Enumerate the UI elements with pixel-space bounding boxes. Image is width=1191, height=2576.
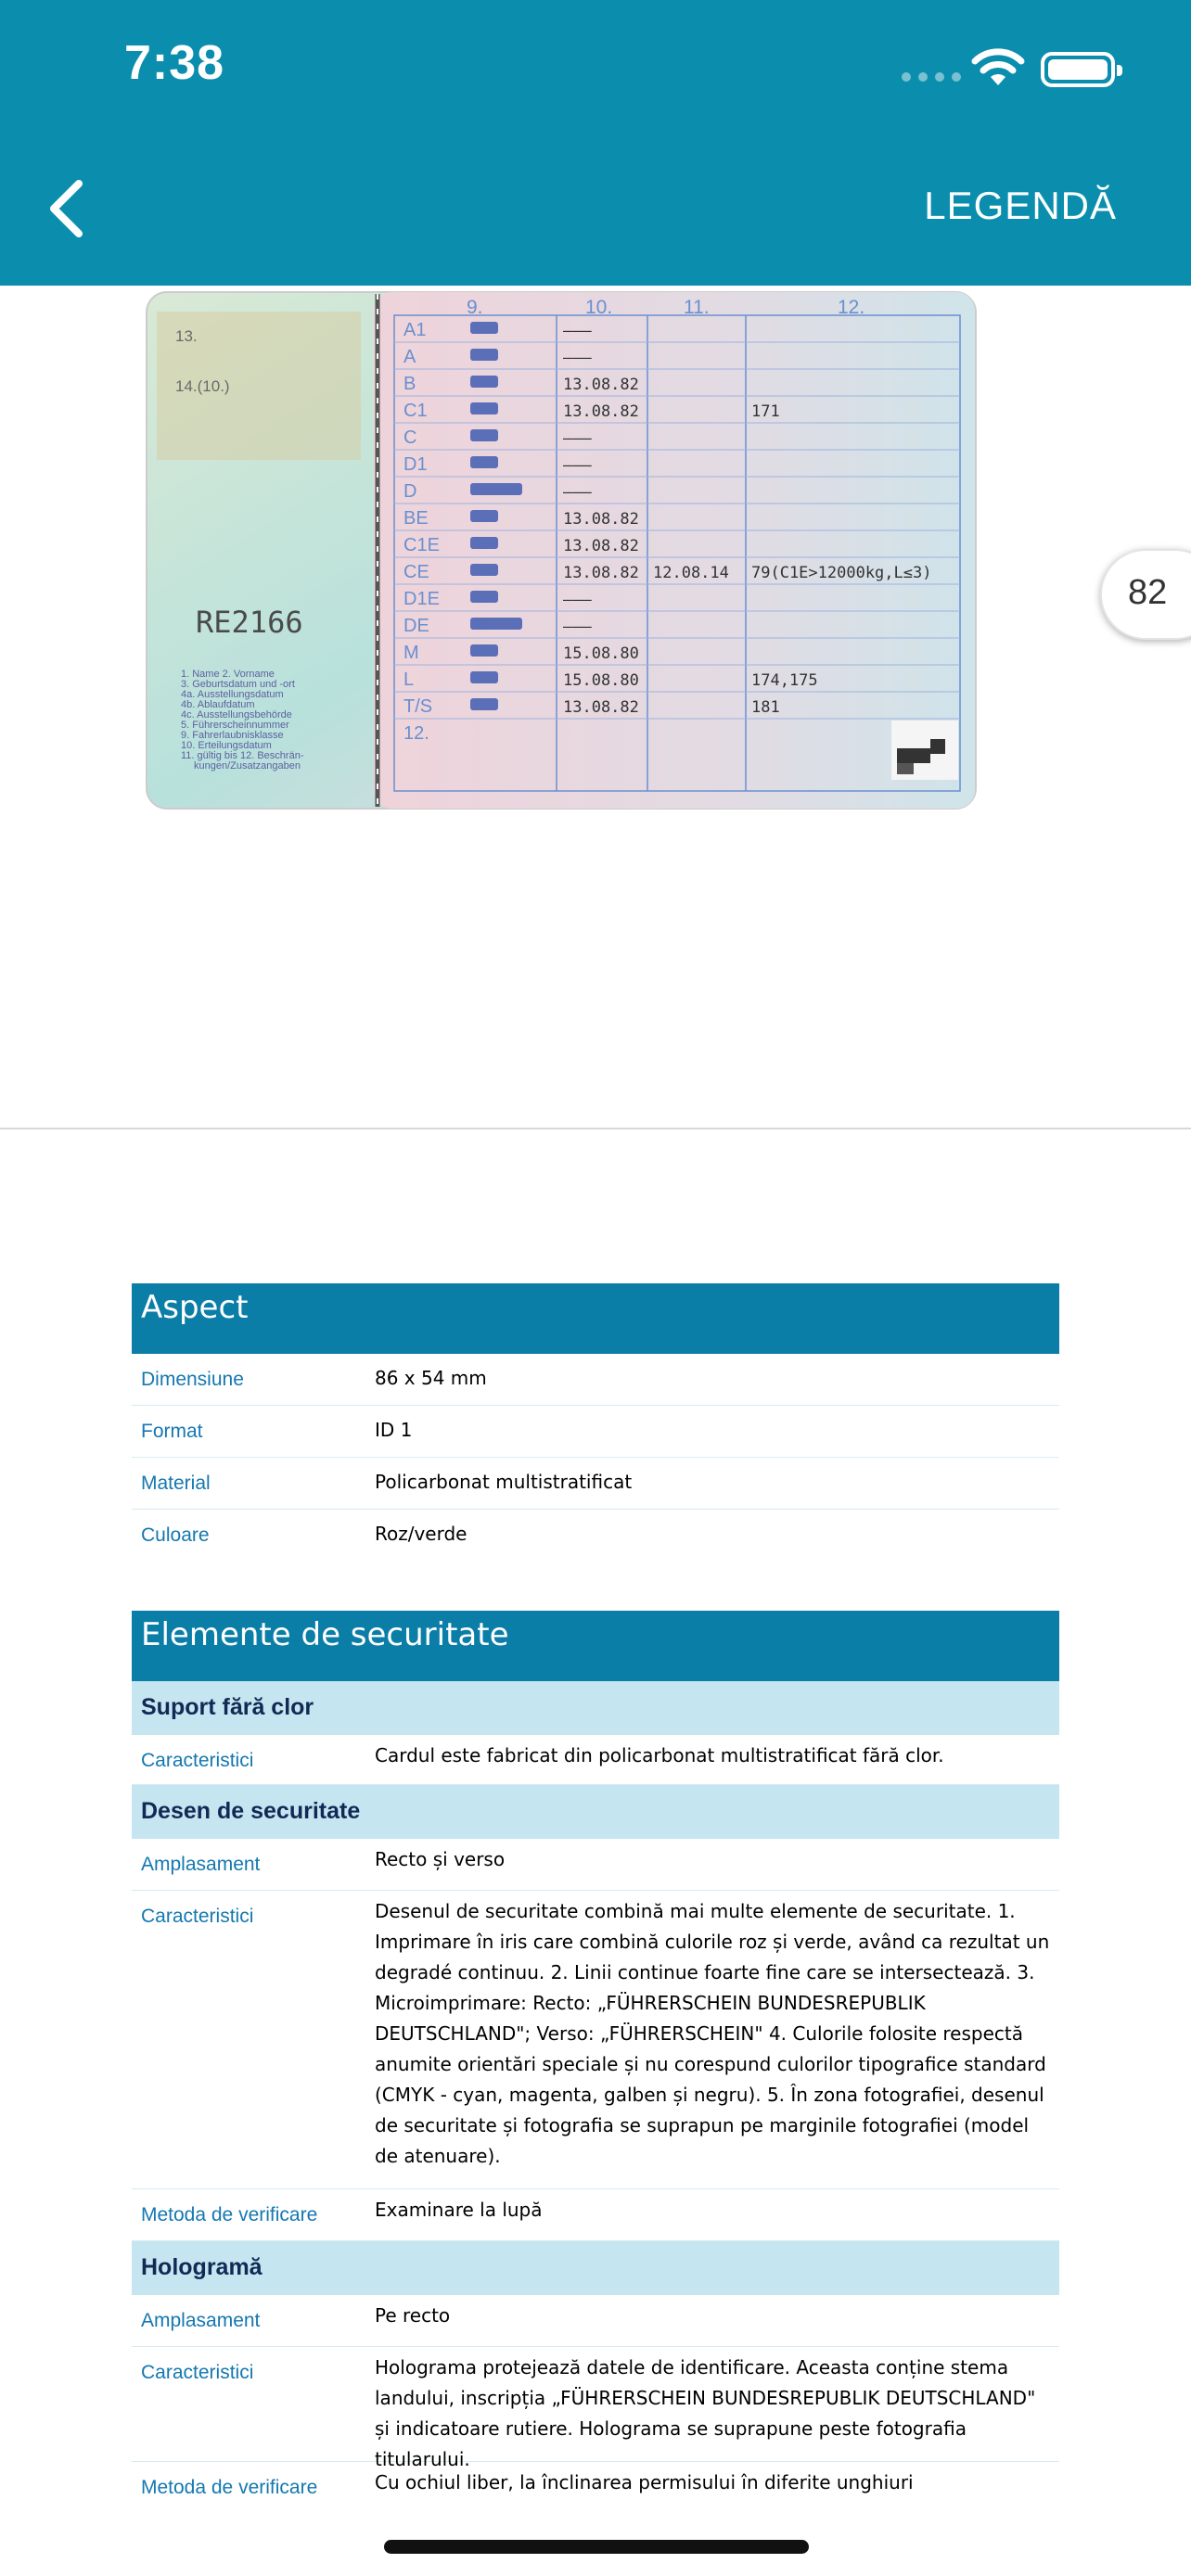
- row-value: Roz/verde: [375, 1523, 467, 1545]
- subsection-header: Desen de securitate: [132, 1785, 1059, 1839]
- card-category-label: 12.: [403, 723, 429, 744]
- table-row: [132, 1458, 1059, 1510]
- card-category-label: BE: [403, 508, 429, 529]
- vehicle-category-icon: [470, 618, 522, 630]
- card-date-issued: ———: [563, 456, 592, 475]
- vehicle-category-icon: [470, 537, 498, 549]
- card-category-label: C1: [403, 401, 428, 421]
- card-date-issued: 13.08.82: [563, 537, 639, 555]
- card-date-issued: ———: [563, 429, 592, 448]
- card-col-header: 10.: [585, 297, 613, 318]
- table-row: [132, 1891, 1059, 2189]
- subsection-header: Suport fără clor: [132, 1681, 1059, 1735]
- card-footnote: 10. Erteilungsdatum: [181, 740, 272, 751]
- card-footnote: 4b. Ablaufdatum: [181, 699, 255, 710]
- row-value: Holograma protejează datele de identificare. Aceasta conține stema landului, inscripția „FÜHRERSCHEIN BUNDESREPUBLIK DEUTSCHLAND" și indicatoare rutiere. Holograma se suprapune peste fotografia titularului.: [375, 2356, 1036, 2470]
- security-title: Elemente de securitate: [132, 1611, 1059, 1681]
- row-label: Dimensiune: [141, 1369, 244, 1390]
- row-value: Pe recto: [375, 2304, 451, 2327]
- vehicle-category-icon: [470, 322, 498, 334]
- row-label: Format: [141, 1421, 203, 1442]
- card-category-label: DE: [403, 616, 429, 636]
- row-value: Cardul este fabricat din policarbonat multistratificat fără clor.: [375, 1744, 944, 1766]
- card-col-header: 9.: [467, 297, 483, 318]
- vehicle-category-icon: [470, 376, 498, 388]
- card-category-label: L: [403, 670, 415, 690]
- row-value: Desenul de securitate combină mai multe elemente de securitate. 1. Imprimare în iris care combină culorile roz și verde, având ca rezultat un degradé continuu. 2. Linii continue foarte fine care se intersectează. 3. Microimprimare: Recto: „FÜHRERSCHEIN BUNDESREPUBLIK DEUTSCHLAND"; Verso: „FÜHRERSCHEIN" 4. Culorile folosite respectă anumite orientări speciale și nu corespund culorilor tipografice standard (CMYK - cyan, magenta, galben și negru). 5. În zona fotografiei, desenul de securitate și fotografia se suprapun pe marginile fotografiei (model de atenuare).: [375, 1900, 1050, 2167]
- vehicle-category-icon: [470, 510, 498, 522]
- legend-button[interactable]: LEGENDĂ: [924, 184, 1117, 227]
- card-category-label: C1E: [403, 535, 440, 555]
- table-row: [132, 2462, 1059, 2514]
- vehicle-category-icon: [470, 671, 498, 683]
- table-row: [132, 2189, 1059, 2241]
- vehicle-category-icon: [470, 564, 498, 576]
- page-number-badge[interactable]: [1100, 549, 1191, 640]
- card-footnote: 1. Name 2. Vorname: [181, 669, 275, 680]
- card-category-label: T/S: [403, 696, 433, 717]
- card-date-issued: 13.08.82: [563, 564, 639, 582]
- card-date-issued: ———: [563, 349, 592, 367]
- card-category-label: M: [403, 643, 419, 663]
- card-category-label: D1: [403, 454, 428, 475]
- security-table: [132, 1611, 1059, 2514]
- license-card-back-image: [144, 289, 979, 813]
- row-value: Examinare la lupă: [375, 2199, 543, 2221]
- card-date-issued: 13.08.82: [563, 376, 639, 394]
- card-field-14: 14.(10.): [175, 377, 230, 395]
- card-footnote: 11. gültig bis 12. Beschrän-: [181, 750, 304, 761]
- row-label: Material: [141, 1473, 211, 1494]
- row-label: Metoda de verificare: [141, 2477, 318, 2498]
- row-label: Caracteristici: [141, 1750, 254, 1771]
- card-restriction: 171: [751, 402, 780, 421]
- row-label: Amplasament: [141, 2310, 261, 2331]
- vehicle-category-icon: [470, 644, 498, 657]
- table-row: [132, 1354, 1059, 1406]
- card-date-issued: 15.08.80: [563, 671, 639, 690]
- card-footnote: 4a. Ausstellungsdatum: [181, 689, 284, 700]
- table-row: [132, 2295, 1059, 2347]
- vehicle-category-icon: [470, 456, 498, 468]
- card-category-label: D: [403, 481, 417, 502]
- card-restriction: 181: [751, 698, 780, 717]
- vehicle-category-icon: [470, 402, 498, 414]
- card-date-issued: 15.08.80: [563, 644, 639, 663]
- wifi-icon: [970, 46, 1026, 89]
- vehicle-category-icon: [470, 429, 498, 441]
- battery-icon: [1041, 52, 1115, 87]
- vehicle-category-icon: [470, 698, 498, 710]
- card-category-label: C: [403, 427, 417, 448]
- card-category-label: CE: [403, 562, 429, 582]
- page-number: 82: [1128, 573, 1168, 612]
- aspect-table: [132, 1283, 1059, 1562]
- vehicle-category-icon: [470, 349, 498, 361]
- card-serial-number: RE2166: [196, 605, 303, 640]
- vehicle-category-icon: [470, 591, 498, 603]
- card-date-issued: 13.08.82: [563, 698, 639, 717]
- card-category-label: B: [403, 374, 416, 394]
- row-label: Metoda de verificare: [141, 2204, 318, 2225]
- card-footnote: 4c. Ausstellungsbehörde: [181, 709, 292, 721]
- row-value: ID 1: [375, 1419, 413, 1441]
- row-label: Caracteristici: [141, 1906, 254, 1927]
- aspect-title: Aspect: [132, 1283, 1059, 1354]
- card-date-issued: ———: [563, 483, 592, 502]
- table-row: [132, 1406, 1059, 1458]
- subsection-header: Hologramă: [132, 2241, 1059, 2295]
- card-date-issued: ———: [563, 618, 592, 636]
- card-field-13: 13.: [175, 327, 198, 345]
- card-footnote: 3. Geburtsdatum und -ort: [181, 679, 295, 690]
- table-row: [132, 2347, 1059, 2470]
- home-indicator: [384, 2540, 809, 2554]
- vehicle-category-icon: [470, 483, 522, 495]
- card-category-label: A1: [403, 320, 427, 340]
- table-row: [132, 1839, 1059, 1891]
- card-col-header: 12.: [838, 297, 865, 318]
- card-date-issued: ———: [563, 591, 592, 609]
- app-header: [0, 0, 1191, 286]
- card-col-header: 11.: [684, 297, 710, 318]
- card-restriction: 174,175: [751, 671, 818, 690]
- card-corner-chip: [891, 721, 958, 780]
- card-category-label: D1E: [403, 589, 440, 609]
- row-label: Caracteristici: [141, 2362, 254, 2383]
- card-category-label: A: [403, 347, 416, 367]
- card-restriction: 79(C1E>12000kg,L≤3): [751, 564, 932, 582]
- divider: [0, 1128, 1191, 1129]
- row-value: Cu ochiul liber, la înclinarea permisului în diferite unghiuri: [375, 2471, 914, 2493]
- row-label: Culoare: [141, 1524, 210, 1546]
- card-date-issued: ———: [563, 322, 592, 340]
- row-label: Amplasament: [141, 1854, 261, 1875]
- card-footnote: kungen/Zusatzangaben: [194, 760, 301, 772]
- table-row: [132, 1735, 1059, 1785]
- table-row: [132, 1510, 1059, 1562]
- card-date-issued: 13.08.82: [563, 402, 639, 421]
- status-time: 7:38: [124, 36, 225, 90]
- card-footnote: 9. Fahrerlaubnisklasse: [181, 730, 284, 741]
- back-button[interactable]: [37, 176, 102, 241]
- card-date-valid: 12.08.14: [653, 564, 729, 582]
- card-footnote: 5. Führerscheinnummer: [181, 720, 289, 731]
- row-value: Policarbonat multistratificat: [375, 1471, 633, 1493]
- row-value: 86 x 54 mm: [375, 1367, 487, 1389]
- cellular-signal-icon: [902, 72, 961, 82]
- row-value: Recto și verso: [375, 1848, 506, 1870]
- card-date-issued: 13.08.82: [563, 510, 639, 529]
